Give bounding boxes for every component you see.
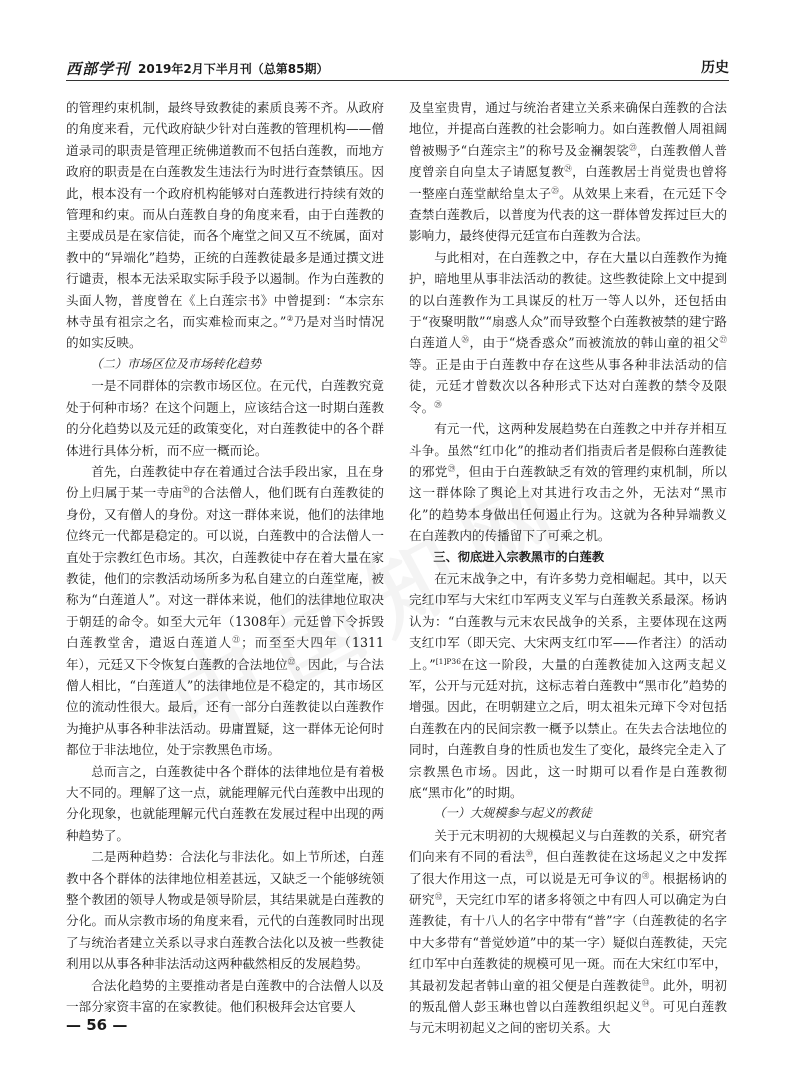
text-run: ，白莲教僧人普度曾亲自向皇太子请愿复教: [409, 142, 727, 180]
paragraph-continued: [66, 97, 384, 354]
text-run: 。此外，明初的叛乱僧人彭玉琳也曾以白莲教组织起义: [409, 977, 727, 1015]
footnote-marker: ㉛: [641, 870, 650, 880]
paragraph: [66, 375, 384, 461]
paragraph-continued: [409, 97, 727, 247]
text-run: 在元末战争之中，有许多势力竞相崛起。其中，以天完红巾军与大宋红巾军两支义军与白莲教关系最深。杨讷认为：“白莲教与元末农民战争的关系，主要体现在这两支红巾军（即天完、大宋两支红巾军——作者注）的活动上。”: [409, 570, 727, 672]
paragraph: [409, 825, 727, 1037]
text-run: ；而至至大四年（1311年），元廷又下令恢复白莲教的合法地位: [66, 635, 384, 672]
right-column: [409, 97, 727, 1037]
footnote-marker: ㉜: [434, 891, 443, 901]
page-header: [66, 50, 729, 80]
journal-logo: 西部学刊: [66, 60, 131, 78]
text-run: 关于元末明初的大规模起义与白莲教的关系，研究者们向来有不同的看法: [409, 827, 727, 865]
issue-info: 2019年2月下半月刊（总第85期）: [138, 62, 329, 76]
left-column: [66, 97, 384, 1037]
footnote-marker: [1]P36: [435, 656, 461, 666]
footnote-marker: ②: [286, 313, 294, 323]
footnote-marker: ㉘: [434, 399, 442, 409]
text-run: 有元一代，这两种发展趋势在白莲教之中并存并相互斗争。虽然“红巾化”的推动者们指责后者是假称白莲教徒的邪党: [409, 421, 727, 479]
text-run: （一）大规模参与起义的教徒: [433, 806, 592, 821]
text-run: 总而言之，白莲教徒中各个群体的法律地位是有着极大不同的。理解了这一点，就能理解元代白莲教中出现的分化现象，也就能理解元代白莲教在发展过程中出现的两种趋势了。: [66, 763, 384, 843]
page-number: — 56 —: [66, 1016, 128, 1034]
text-run: 等。正是由于白莲教中存在这些从事各种非法活动的信徒，元廷才曾数次以各种形式下达对白莲教的禁令及限令。: [409, 356, 727, 415]
header-rule: [66, 80, 729, 81]
footnote-marker: ㉗: [719, 335, 727, 345]
text-run: 一是不同群体的宗教市场区位。在元代，白莲教究竟处于何种市场？在这个问题上，应该结合这一时期白莲教的分化趋势以及元廷的政策变化，对白莲教徒中的各个群体进行具体分析，而不应一概而论。: [66, 378, 384, 458]
footnote-marker: ㉔: [564, 164, 573, 174]
text-run: 二是两种趋势：合法化与非法化。如上节所述，白莲教中各个群体的法律地位相差甚远，又缺乏一个能够统领整个教团的领导人物或是领导阶层，其结果就是白莲教的分化。而从宗教市场的角度来看，元代的白莲教同时出现了与统治者建立关系以寻求白莲教合法化以及被一些教徒利用以从事各种非法活动这两种截然相反的发展趋势。: [66, 849, 384, 972]
footnote-marker: ㉓: [629, 142, 637, 152]
text-run: ，但由于白莲教缺乏有效的管理约束机制，所以这一群体除了舆论上对其进行攻击之外，无法对“黑市化”的趋势本身做出任何遏止行为。这就为各种异端教义在白莲教内的传播留下了可乘之机。: [409, 463, 727, 544]
text-run: 。因此，与合法僧人相比，“白莲道人”的法律地位是不稳定的，其市场区位的流动性很大。最后，还有一部分白莲教徒以白莲教作为掩护从事各种非法活动。毋庸置疑，这一群体无论何时都位于非法地位，处于宗教黑色市场。: [66, 656, 384, 758]
section-heading: [409, 547, 727, 568]
text-run: ，天完红巾军的诸多将领之中有四人可以确定为白莲教徒，有十八人的名字中带有“普”字（白莲教徒的名字中大多带有“普觉妙道”中的某一字）疑似白莲教徒，天完红巾军中白莲教徒的规模可见一斑。而在大宋红巾军中，其最初发起者韩山童的祖父便是白莲教徒: [409, 892, 727, 993]
text-run: ，由于“烧香惑众”而被流放的韩山童的祖父: [469, 335, 720, 351]
text-run: 首先，白莲教徒中存在着通过合法手段出家，且在身份上归属于某一寺庙: [66, 463, 384, 501]
paragraph: [66, 975, 384, 1018]
text-run: 的合法僧人，他们既有白莲教徒的身份，又有僧人的身份。对这一群体来说，他们的法律地位终元一代都是稳定的。可以说，白莲教中的合法僧人一直处于宗教红色市场。其次，白莲教徒中存在着大量在家教徒，他们的宗教活动场所多为私自建立的白莲堂庵，被称为“白莲道人”。对这一群体来说，他们的法律地位取决于朝廷的命令。如至大元年（1308年）元廷曾下令拆毁白莲教堂舍，遣返白莲道人: [66, 485, 384, 651]
text-run: 。可见白莲教与元末明初起义之间的密切关系。大: [409, 999, 727, 1036]
paragraph: [66, 461, 384, 761]
footnote-marker: ⑳: [182, 485, 191, 495]
text-run: 三、彻底进入宗教黑市的白莲教: [433, 549, 605, 564]
footnote-marker: ㉚: [525, 849, 534, 859]
paragraph: [66, 846, 384, 974]
paragraph: [66, 761, 384, 847]
footnote-marker: ㉑: [232, 634, 242, 644]
text-run: ，白莲教居士肖觉贵也曾将一整座白莲堂献给皇太子: [409, 164, 727, 201]
paragraph: [409, 418, 727, 546]
subsection-heading: [409, 803, 727, 824]
paragraph: [409, 568, 727, 803]
subsection-heading: [66, 354, 384, 375]
section-title: 历史: [701, 60, 729, 76]
text-run: 乃是对当时情况的如实反映。: [66, 314, 384, 351]
text-run: 及皇室贵胄，通过与统治者建立关系来确保白莲教的合法地位，并提高白莲教的社会影响力。如白莲教僧人周祖阔曾被赐予“白莲宗主”的称号及金襕袈裟: [409, 100, 727, 158]
footnote-marker: ㉞: [641, 998, 650, 1008]
footnote-marker: ㉕: [551, 185, 560, 195]
footnote-marker: ㉒: [287, 656, 296, 666]
footnote-marker: ㉝: [641, 977, 650, 987]
text-run: 与此相对，在白莲教之中，存在大量以白莲教作为掩护，暗地里从事非法活动的教徒。这些教徒除上文中提到的以白莲教作为工具谋反的杜万一等人以外，还包括由于“夜聚明散”“扇惑人众”而导致整个白莲教被禁的建宁路白莲道人: [409, 249, 727, 351]
text-run: 。根据杨讷的研究: [409, 870, 727, 908]
text-run: 合法化趋势的主要推动者是白莲教中的合法僧人以及一部分家资丰富的在家教徒。他们积极拜会达官要人: [66, 977, 384, 1015]
text-run: ，但白莲教徒在这场起义之中发挥了很大作用这一点，可以说是无可争议的: [409, 849, 727, 886]
text-run: （二）市场区位及市场转化趋势: [90, 356, 262, 371]
text-run: 。从效果上来看，在元廷下令查禁白莲教后，以普度为代表的这一群体曾发挥过巨大的影响力，最终使得元廷宣布白莲教为合法。: [409, 185, 727, 244]
text-run: 的管理约束机制，最终导致教徒的素质良莠不齐。从政府的角度来看，元代政府缺少针对白莲教的管理机构——僧道录司的职责是管理正统佛道教而不包括白莲教，而地方政府的职责是在白莲教发生违法行为时进行查禁镇压。因此，根本没有一个政府机构能够对白莲教进行持续有效的管理和约束。而从白莲教自身的角度来看，由于白莲教的主要成员是在家信徒，而各个庵堂之间又互不统属，面对教中的“异端化”趋势，正统的白莲教徒最多是通过撰文进行谴责，根本无法采取实际手段予以遏制。作为白莲教的头面人物，普度曾在《上白莲宗书》中曾提到：“本宗东林寺虽有祖宗之名，而实难检而束之。”: [66, 100, 384, 330]
paragraph: [409, 247, 727, 418]
footnote-marker: ㉙: [447, 463, 456, 473]
text-run: 在这一阶段，大量的白莲教徒加入这两支起义军，公开与元廷对抗，这标志着白莲教中“黑市化”趋势的增强。因此，在明朝建立之后，明太祖朱元璋下令对包括白莲教在内的民间宗教一概予以禁止。在失去合法地位的同时，白莲教自身的性质也发生了变化，最终完全走入了宗教黑色市场。因此，这一时期可以看作是白莲教彻底“黑市化”的时期。: [409, 656, 727, 800]
footnote-marker: ㉖: [461, 335, 470, 345]
